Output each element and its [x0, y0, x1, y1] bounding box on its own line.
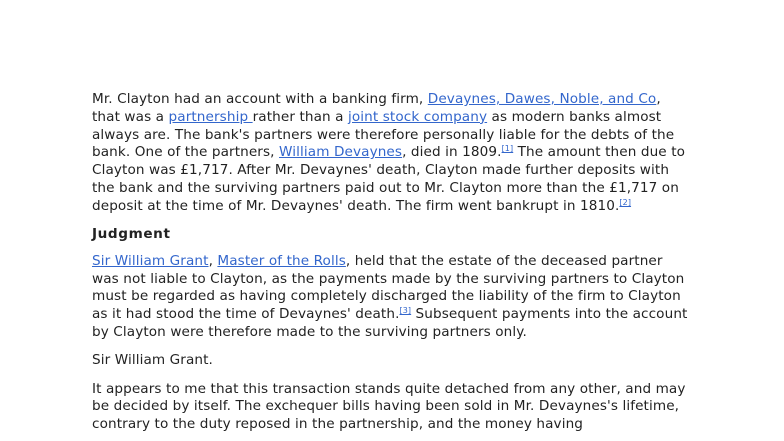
text: , held that the estate of the deceased partner was not liable to Clayton, as the payments made by the surviving partners to Clayton must be regarded as having completely discharged the liability of the firm to Clayton as it had stood the time of Devaynes' death.	[92, 252, 685, 323]
quote-paragraph: It appears to me that this transaction stands quite detached from any other, and may be decided by itself. The exchequer bills having been sold in Mr. Devaynes's lifetime, contrary to the duty reposed in the partnership, and the money having	[92, 380, 686, 433]
text: Mr. Clayton had an account with a banking firm,	[92, 91, 428, 107]
facts-paragraph	[92, 91, 692, 216]
link-devaynes-dawes-noble[interactable]: Devaynes, Dawes, Noble, and Co	[427, 91, 657, 107]
link-william-devaynes[interactable]: William Devaynes	[279, 144, 403, 161]
link-sir-william-grant[interactable]: Sir William Grant	[92, 252, 209, 269]
judgment-paragraph	[92, 253, 692, 342]
text: , that was a	[92, 91, 661, 125]
section-heading-judgment: Judgment	[92, 226, 171, 243]
citation-1	[502, 144, 514, 153]
text: The amount then due to Clayton was £1,717. After Mr. Devaynes' death, Clayton made further deposits with the bank and the surviving partners paid out to Mr. Clayton more than the £1,717 on deposit at the time of Mr. Devaynes' death. The firm went bankrupt in 1810.	[92, 144, 686, 214]
text: as modern banks almost always are. The bank's partners were therefore personally liable for the debts of the bank. One of the partners,	[92, 108, 675, 161]
citation-3	[400, 306, 412, 315]
link-master-of-the-rolls[interactable]: Master of the Rolls	[217, 252, 346, 269]
link-partnership[interactable]: partnership	[168, 108, 253, 125]
text: Subsequent payments into the account by Clayton were therefore made to the surviving partners only.	[92, 306, 688, 341]
citation-1-link[interactable]: [1]	[501, 144, 514, 154]
speaker-line: Sir William Grant.	[92, 352, 213, 369]
text: ,	[208, 252, 218, 269]
citation-2	[619, 198, 631, 207]
text: rather than a	[252, 108, 349, 125]
article-body	[92, 91, 692, 441]
citation-2-link[interactable]: [2]	[619, 197, 632, 207]
citation-3-link[interactable]: [3]	[399, 306, 412, 316]
text: , died in 1809.	[402, 144, 502, 161]
link-joint-stock-company[interactable]: joint stock company	[348, 108, 488, 125]
